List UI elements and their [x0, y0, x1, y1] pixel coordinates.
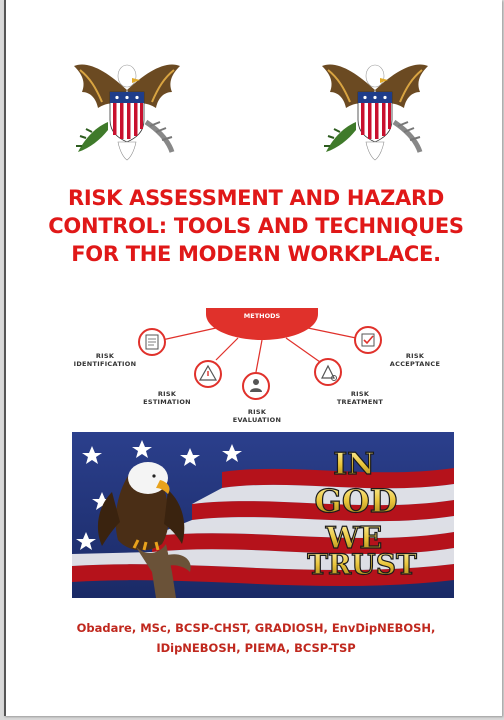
- motto-line-3: WE: [325, 521, 383, 556]
- author-line-2: IDipNEBOSH, PIEMA, BCSP-TSP: [156, 641, 356, 655]
- step-label-estimation: RISK ESTIMATION: [143, 390, 191, 406]
- hub-label: METHODS: [243, 312, 281, 320]
- author-credits: [46, 618, 466, 658]
- motto-line-1: IN: [333, 447, 375, 482]
- step-label-identification: RISK IDENTIFICATION: [73, 352, 137, 368]
- warning-icon: [315, 359, 341, 385]
- motto-line-2: GOD: [314, 482, 398, 520]
- book-cover: [4, 0, 502, 716]
- risk-process-diagram: [66, 308, 456, 430]
- author-line-1: Obadare, MSc, BCSP-CHST, GRADIOSH, EnvDipNEBOSH,: [76, 621, 436, 635]
- checklist-icon: [139, 329, 165, 355]
- flag-eagle-image: [72, 432, 454, 598]
- shield-person-icon: [243, 373, 269, 399]
- checkmark-icon: [355, 327, 381, 353]
- eagle-seal-icon: [68, 52, 186, 164]
- warning-icon: [195, 361, 221, 387]
- motto-line-4: TRUST: [307, 548, 417, 581]
- eagle-seal-icon: [316, 52, 434, 164]
- step-label-treatment: RISK TREATMENT: [336, 390, 384, 406]
- step-label-acceptance: RISK ACCEPTANCE: [389, 352, 441, 368]
- book-title: RISK ASSESSMENT AND HAZARD CONTROL: TOOLS AND TECHNIQUES FOR THE MODERN WORKPLACE.: [48, 186, 464, 266]
- step-label-evaluation: RISK EVALUATION: [232, 408, 282, 424]
